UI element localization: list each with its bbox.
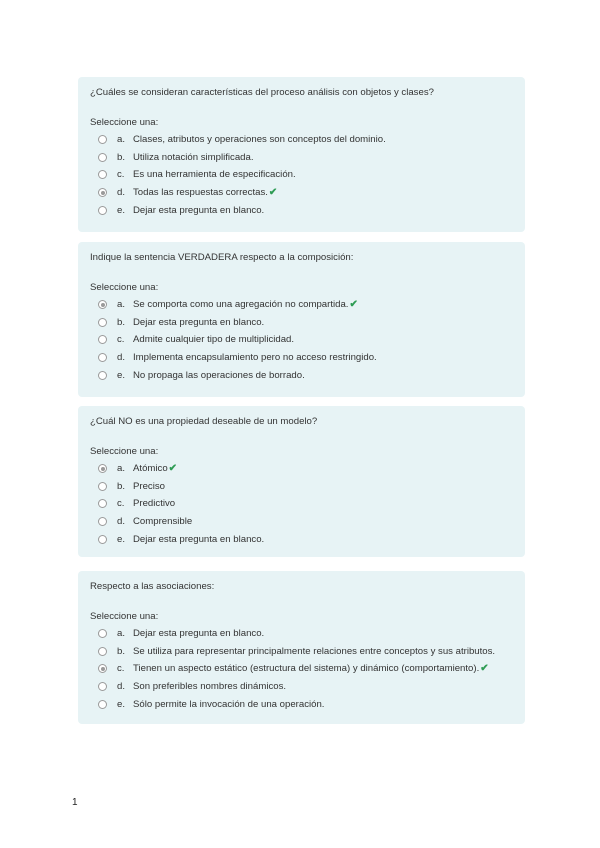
option-text: Se comporta como una agregación no compartida. xyxy=(133,299,349,311)
answer-option[interactable] xyxy=(90,513,513,531)
answer-option[interactable] xyxy=(90,366,513,384)
option-text: Admite cualquier tipo de multiplicidad. xyxy=(133,334,295,346)
option-letter: b. xyxy=(117,480,126,492)
option-letter: a. xyxy=(117,628,126,640)
option-text: Tienen un aspecto estático (estructura del sistema) y dinámico (comportamiento). xyxy=(133,663,480,675)
answer-option[interactable] xyxy=(90,530,513,548)
option-letter: c. xyxy=(117,498,125,510)
option-text: Dejar esta pregunta en blanco. xyxy=(133,533,265,545)
option-text: Dejar esta pregunta en blanco. xyxy=(133,628,265,640)
correct-check-icon: ✔ xyxy=(168,463,178,475)
option-letter: d. xyxy=(117,187,126,199)
answer-options xyxy=(90,460,513,548)
option-letter: a. xyxy=(117,134,126,146)
radio-checked-icon[interactable] xyxy=(98,188,107,197)
answer-options xyxy=(90,625,513,713)
question-text: Indique la sentencia VERDADERA respecto a la composición: xyxy=(90,252,354,263)
option-letter: d. xyxy=(117,352,126,364)
question-text: ¿Cuál NO es una propiedad deseable de un modelo? xyxy=(90,416,318,427)
option-text: Utiliza notación simplificada. xyxy=(133,151,254,163)
answer-option[interactable] xyxy=(90,460,513,478)
page-number: 1 xyxy=(72,797,78,808)
option-text: Es una herramienta de especificación. xyxy=(133,169,296,181)
radio-unchecked-icon[interactable] xyxy=(98,135,107,144)
select-prompt: Seleccione una: xyxy=(90,611,159,622)
option-text: Clases, atributos y operaciones son conceptos del dominio. xyxy=(133,134,386,146)
option-letter: c. xyxy=(117,334,125,346)
question-card xyxy=(78,242,525,397)
question-text: ¿Cuáles se consideran características del proceso análisis con objetos y clases? xyxy=(90,87,434,98)
select-prompt: Seleccione una: xyxy=(90,282,159,293)
answer-option[interactable] xyxy=(90,478,513,496)
option-text: Dejar esta pregunta en blanco. xyxy=(133,316,265,328)
option-text: Son preferibles nombres dinámicos. xyxy=(133,681,287,693)
option-text: Atómico xyxy=(133,463,168,475)
correct-check-icon: ✔ xyxy=(480,663,489,675)
answer-option[interactable] xyxy=(90,495,513,513)
radio-unchecked-icon[interactable] xyxy=(98,499,107,508)
radio-unchecked-icon[interactable] xyxy=(98,318,107,327)
answer-option[interactable] xyxy=(90,625,513,643)
select-prompt: Seleccione una: xyxy=(90,117,159,128)
answer-option[interactable] xyxy=(90,166,513,184)
radio-unchecked-icon[interactable] xyxy=(98,535,107,544)
option-text: No propaga las operaciones de borrado. xyxy=(133,369,305,381)
option-letter: e. xyxy=(117,698,126,710)
question-card xyxy=(78,406,525,557)
option-letter: a. xyxy=(117,299,126,311)
option-letter: c. xyxy=(117,169,125,181)
radio-unchecked-icon[interactable] xyxy=(98,482,107,491)
option-text: Predictivo xyxy=(133,498,176,510)
option-letter: d. xyxy=(117,681,126,693)
answer-options xyxy=(90,131,513,219)
radio-unchecked-icon[interactable] xyxy=(98,647,107,656)
answer-option[interactable] xyxy=(90,678,513,696)
answer-option[interactable] xyxy=(90,695,513,713)
option-text: Se utiliza para representar principalmente relaciones entre conceptos y sus atributos. xyxy=(133,645,496,657)
answer-option[interactable] xyxy=(90,296,513,314)
option-text: Sólo permite la invocación de una operación. xyxy=(133,698,325,710)
question-card xyxy=(78,77,525,232)
answer-option[interactable] xyxy=(90,314,513,332)
option-text: Implementa encapsulamiento pero no acceso restringido. xyxy=(133,352,377,364)
option-letter: d. xyxy=(117,516,126,528)
radio-unchecked-icon[interactable] xyxy=(98,700,107,709)
correct-check-icon: ✔ xyxy=(268,187,278,199)
answer-option[interactable] xyxy=(90,643,513,661)
radio-unchecked-icon[interactable] xyxy=(98,629,107,638)
answer-option[interactable] xyxy=(90,201,513,219)
radio-unchecked-icon[interactable] xyxy=(98,517,107,526)
radio-unchecked-icon[interactable] xyxy=(98,682,107,691)
radio-unchecked-icon[interactable] xyxy=(98,371,107,380)
radio-unchecked-icon[interactable] xyxy=(98,170,107,179)
select-prompt: Seleccione una: xyxy=(90,446,159,457)
option-letter: e. xyxy=(117,369,126,381)
radio-unchecked-icon[interactable] xyxy=(98,353,107,362)
option-letter: c. xyxy=(117,663,125,675)
option-letter: b. xyxy=(117,151,126,163)
answer-option[interactable] xyxy=(90,349,513,367)
radio-checked-icon[interactable] xyxy=(98,664,107,673)
answer-option[interactable] xyxy=(90,131,513,149)
option-text: Comprensible xyxy=(133,516,193,528)
answer-option[interactable] xyxy=(90,149,513,167)
option-text: Todas las respuestas correctas. xyxy=(133,187,268,199)
answer-option[interactable] xyxy=(90,184,513,202)
radio-checked-icon[interactable] xyxy=(98,300,107,309)
option-letter: a. xyxy=(117,463,126,475)
option-text: Dejar esta pregunta en blanco. xyxy=(133,204,265,216)
option-letter: e. xyxy=(117,204,126,216)
answer-option[interactable] xyxy=(90,331,513,349)
correct-check-icon: ✔ xyxy=(349,299,358,311)
option-text: Preciso xyxy=(133,480,165,492)
radio-checked-icon[interactable] xyxy=(98,464,107,473)
radio-unchecked-icon[interactable] xyxy=(98,153,107,162)
radio-unchecked-icon[interactable] xyxy=(98,206,107,215)
option-letter: b. xyxy=(117,645,126,657)
answer-options xyxy=(90,296,513,384)
radio-unchecked-icon[interactable] xyxy=(98,335,107,344)
question-text: Respecto a las asociaciones: xyxy=(90,581,215,592)
option-letter: e. xyxy=(117,533,126,545)
answer-option[interactable] xyxy=(90,660,513,678)
question-card xyxy=(78,571,525,724)
option-letter: b. xyxy=(117,316,126,328)
